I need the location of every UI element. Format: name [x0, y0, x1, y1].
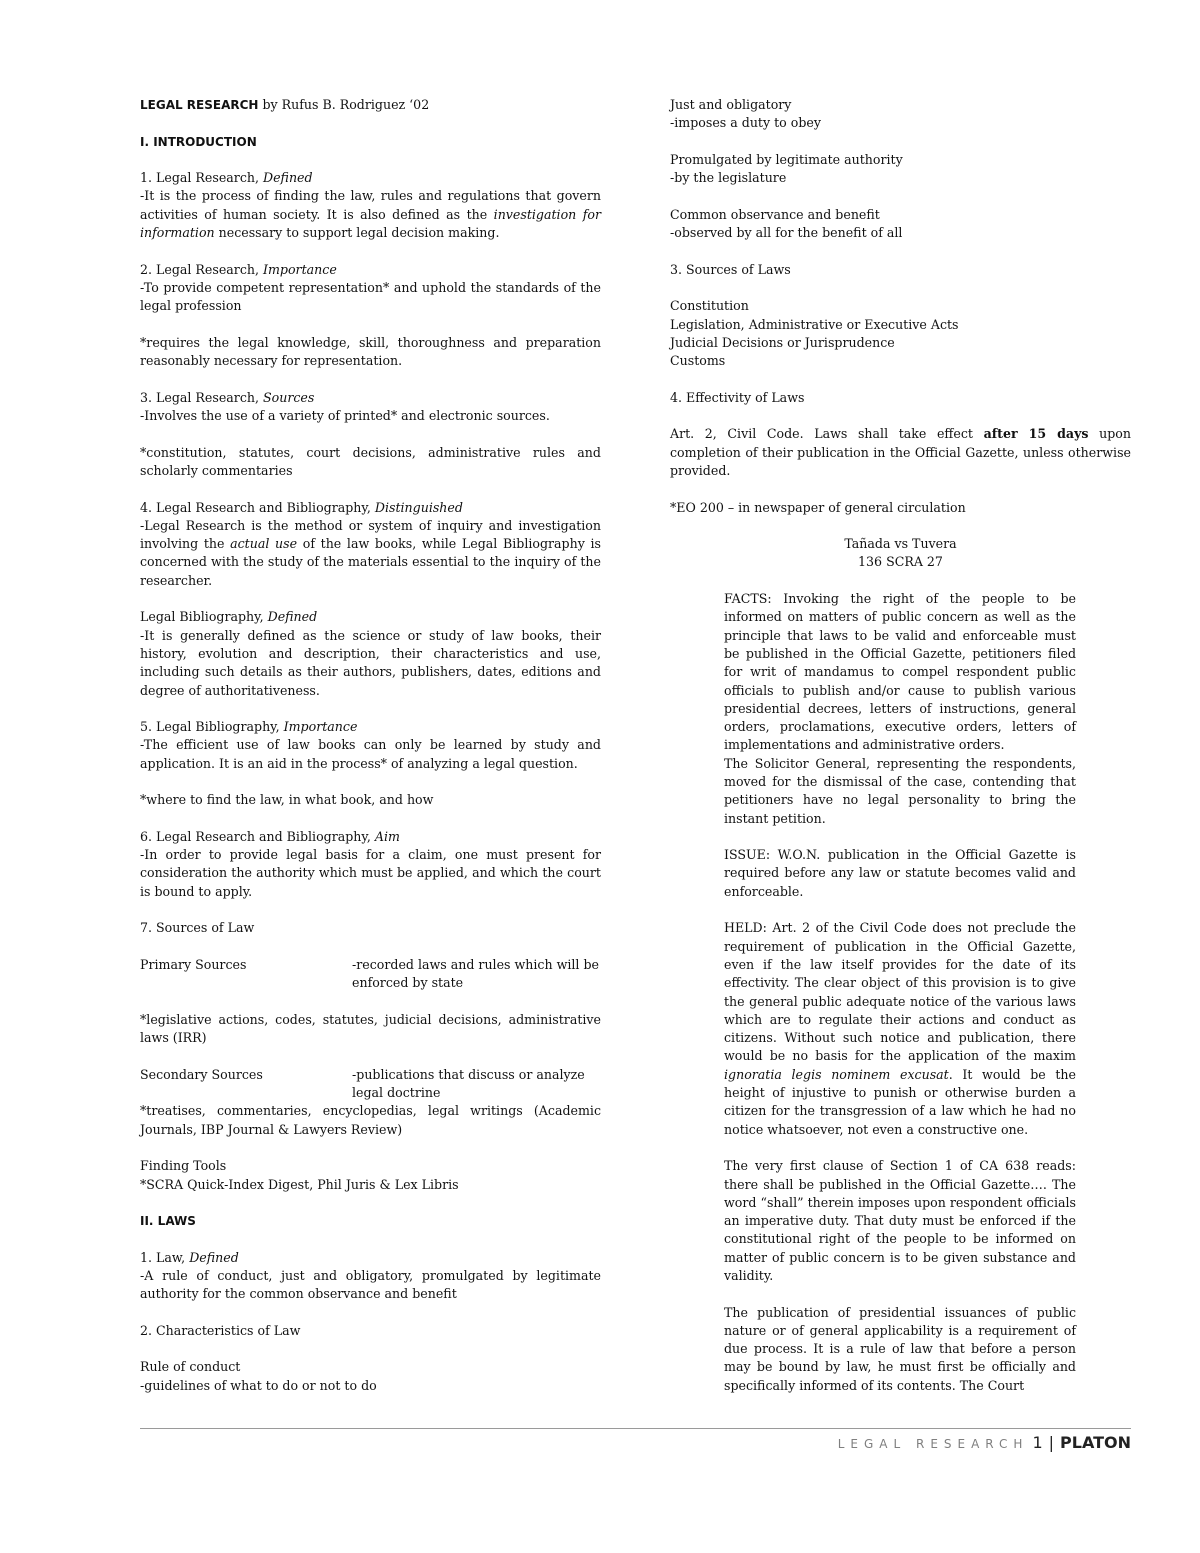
primary-sources-note: *legislative actions, codes, statutes, judicial decisions, administrative laws (IRR): [140, 1011, 601, 1046]
sources-of-laws-list: Constitution Legislation, Administrative or Executive Acts Judicial Decisions or Jurisprudence Customs: [670, 298, 959, 369]
characteristic-rule-of-conduct: Rule of conduct -guidelines of what to do or not to do: [140, 1359, 377, 1393]
item-legal-bibliography-importance: 5. Legal Bibliography, Importance -The efficient use of law books can only be learned by study and application. It is an aid in the process* of analyzing a legal question.: [140, 719, 601, 771]
note-analyzing-process: *where to find the law, in what book, and how: [140, 792, 434, 808]
case-body: [724, 590, 1076, 1395]
item-effectivity-heading: 4. Effectivity of Laws: [670, 389, 805, 405]
case-ca-638: The very first clause of Section 1 of CA 638 reads: there shall be published in the Official Gazette…. The word “shall” therein imposes upon respondent officials an imperative duty. That duty must be enforced if the constitutional right of the people to be informed on matter of public concern is to be given substance and validity.: [724, 1158, 1076, 1283]
item-research-bibliography-distinguished: 4. Legal Research and Bibliography, Distinguished -Legal Research is the method or system of inquiry and investigation involving the actual use of the law books, while Legal Bibliography is concerned with the study of the materials essential to the inquiry of the researcher.: [140, 499, 601, 588]
item-sources-of-laws-heading: 3. Sources of Laws: [670, 261, 791, 277]
document-title: LEGAL RESEARCH by Rufus B. Rodriguez ‘02: [140, 97, 430, 112]
item-legal-research-sources: 3. Legal Research, Sources -Involves the use of a variety of printed* and electronic sources.: [140, 389, 550, 424]
case-issue: ISSUE: W.O.N. publication in the Official Gazette is required before any law or statute becomes valid and enforceable.: [724, 847, 1076, 899]
secondary-sources-note: *treatises, commentaries, encyclopedias, legal writings (Academic Journals, IBP Journal & Lawyers Review): [140, 1103, 601, 1137]
item-legal-research-importance: 2. Legal Research, Importance -To provide competent representation* and uphold the standards of the legal profession: [140, 261, 601, 314]
characteristic-legitimate-authority: Promulgated by legitimate authority -by the legislature: [670, 151, 903, 186]
note-competent-representation: *requires the legal knowledge, skill, thoroughness and preparation reasonably necessary for representation.: [140, 334, 601, 369]
item-legal-research-defined: 1. Legal Research, Defined -It is the process of finding the law, rules and regulations that govern activities of human society. It is also defined as the investigation for information necessary to support legal decision making.: [140, 170, 601, 241]
primary-sources-row: Primary Sources -recorded laws and rules which will be enforced by state: [140, 956, 599, 991]
note-printed-sources: *constitution, statutes, court decisions, administrative rules and scholarly commentaries: [140, 444, 601, 478]
secondary-sources-row: Secondary Sources -publications that discuss or analyze legal doctrine: [140, 1066, 585, 1101]
item-sources-of-law-heading: 7. Sources of Law: [140, 920, 255, 936]
item-characteristics-heading: 2. Characteristics of Law: [140, 1322, 301, 1338]
page-number: 1: [1032, 1433, 1043, 1452]
case-title: Tañada vs Tuvera 136 SCRA 27: [844, 536, 957, 570]
case-facts: FACTS: Invoking the right of the people to be informed on matters of public concern as well as the principle that laws to be valid and enforceable must be published in the Official Gazette, petitioners filed for writ of mandamus to compel respondent public officials to publish and/or cause to publish various presidential decrees, letters of instructions, general orders, proclamations, executive orders, letters of implementations and administrative orders.: [724, 591, 1076, 753]
section-heading-introduction: I. INTRODUCTION: [140, 134, 257, 149]
eo-200-note: *EO 200 – in newspaper of general circulation: [670, 499, 966, 515]
item-law-defined: 1. Law, Defined -A rule of conduct, just and obligatory, promulgated by legitimate authority for the common observance and benefit: [140, 1249, 601, 1302]
left-column: [140, 96, 601, 1395]
characteristic-just-obligatory: Just and obligatory -imposes a duty to obey: [670, 97, 821, 131]
footer-separator: |: [1048, 1433, 1055, 1452]
case-due-process: The publication of presidential issuances of public nature or of general applicability is a requirement of due process. It is a rule of law that before a person may be bound by law, he must first be officially and specifically informed of its contents. The Court: [724, 1304, 1076, 1393]
civil-code-art-2: Art. 2, Civil Code. Laws shall take effect after 15 days upon completion of their publication in the Official Gazette, unless otherwise provided.: [670, 426, 1131, 478]
case-solicitor-general: The Solicitor General, representing the respondents, moved for the dismissal of the case, contending that petitioners have no legal personality to bring the instant petition.: [724, 755, 1076, 826]
case-held: HELD: Art. 2 of the Civil Code does not preclude the requirement of publication in the Official Gazette, even if the law itself provides for the date of its effectivity. The clear object of this provision is to give the general public adequate notice of the various laws which are to regulate their actions and conduct as citizens. Without such notice and publication, there would be no basis for the application of the maxim ignoratia legis nominem excusat. It would be the height of injustive to punish or otherwise burden a citizen for the transgression of a law which he had no notice whatsoever, not even a constructive one.: [724, 920, 1076, 1137]
item-legal-bibliography-defined: Legal Bibliography, Defined -It is generally defined as the science or study of law books, their history, evolution and description, their characteristics and use, including such details as their authors, publishers, dates, editions and degree of authoritativeness.: [140, 609, 601, 698]
item-research-bibliography-aim: 6. Legal Research and Bibliography, Aim -In order to provide legal basis for a claim, one must present for consideration the authority which must be applied, and which the court is bound to apply.: [140, 828, 601, 899]
page-footer: [838, 1433, 1131, 1452]
characteristic-common-observance: Common observance and benefit -observed by all for the benefit of all: [670, 206, 903, 241]
footer-brand: PLATON: [1060, 1433, 1131, 1452]
footer-label: LEGAL RESEARCH: [837, 1437, 1029, 1451]
finding-tools: Finding Tools *SCRA Quick-Index Digest, Phil Juris & Lex Libris: [140, 1158, 459, 1192]
section-heading-laws: II. LAWS: [140, 1214, 196, 1229]
right-column: [670, 96, 1131, 1395]
footer-rule: [140, 1428, 1131, 1429]
